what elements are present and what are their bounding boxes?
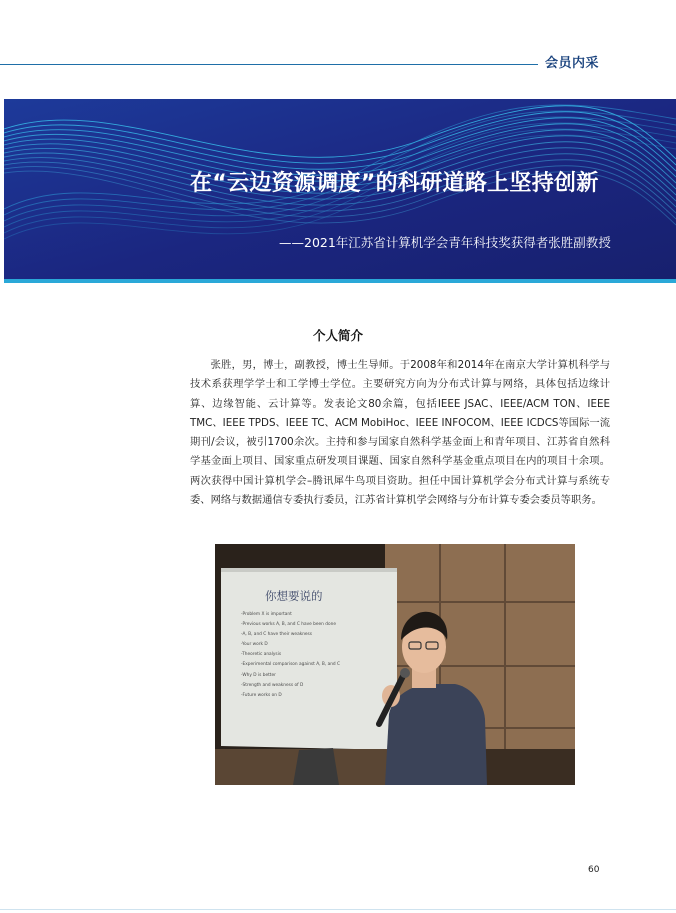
- slide-line: -Problem X is important: [241, 612, 292, 617]
- slide-title: 你想要说的: [265, 589, 323, 603]
- slide-line: -Your work D: [241, 642, 268, 648]
- page-number: 60: [588, 865, 600, 875]
- slide-line: -Strength and weakness of D: [241, 682, 304, 688]
- profile-text: 张胜，男，博士，副教授，博士生导师。于2008年和2014年在南京大学计算机科学与技术系获理学学士和工学博士学位。主要研究方向为分布式计算与网络，具体包括边缘计算、边缘智能、云计算等。发表论文80余篇，包括IEEE JSAC、IEEE/ACM TON、IEEE TMC、IEEE TPDS、IEEE TC、ACM MobiHoc、IEEE INFOCOM、IEEE ICDCS等国际一流期刊/会议，被引1700余次。主持和参与国家自然科学基金面上和青年项目、江苏省自然科学基金面上项目、国家重点研发项目课题、国家自然科学基金重点项目在内的项目十余项。两次获得中国计算机学会–腾讯犀牛鸟项目资助。担任中国计算机学会分布式计算与系统专委、网络与数据通信专委执行委员，江苏省计算机学会网络与分布计算专委会委员等职务。: [190, 359, 610, 507]
- footer-rule: [0, 909, 676, 910]
- title-banner: [4, 99, 676, 279]
- article-subtitle: ——2021年江苏省计算机学会青年科技奖获得者张胜副教授: [279, 235, 611, 250]
- header-rule: [0, 64, 538, 65]
- profile-heading: 个人简介: [312, 328, 363, 343]
- slide-line: -Experimental comparison against A, B, and C: [241, 662, 341, 668]
- slide-line: -Previous works A, B, and C have been done: [241, 622, 336, 628]
- banner-accent-bar: [4, 279, 676, 283]
- article-title: 在“云边资源调度”的科研道路上坚持创新: [190, 171, 599, 196]
- section-label: 会员内采: [545, 56, 600, 71]
- slide-line: -Future works on D: [241, 692, 282, 698]
- slide-bullets: [241, 610, 340, 701]
- slide-line: -Why D is better: [241, 672, 276, 678]
- slide-line: -A, B, and C have their weakness: [241, 632, 313, 638]
- speaker-photo: [215, 544, 575, 785]
- slide-line: -Theoretic analysis: [241, 652, 282, 658]
